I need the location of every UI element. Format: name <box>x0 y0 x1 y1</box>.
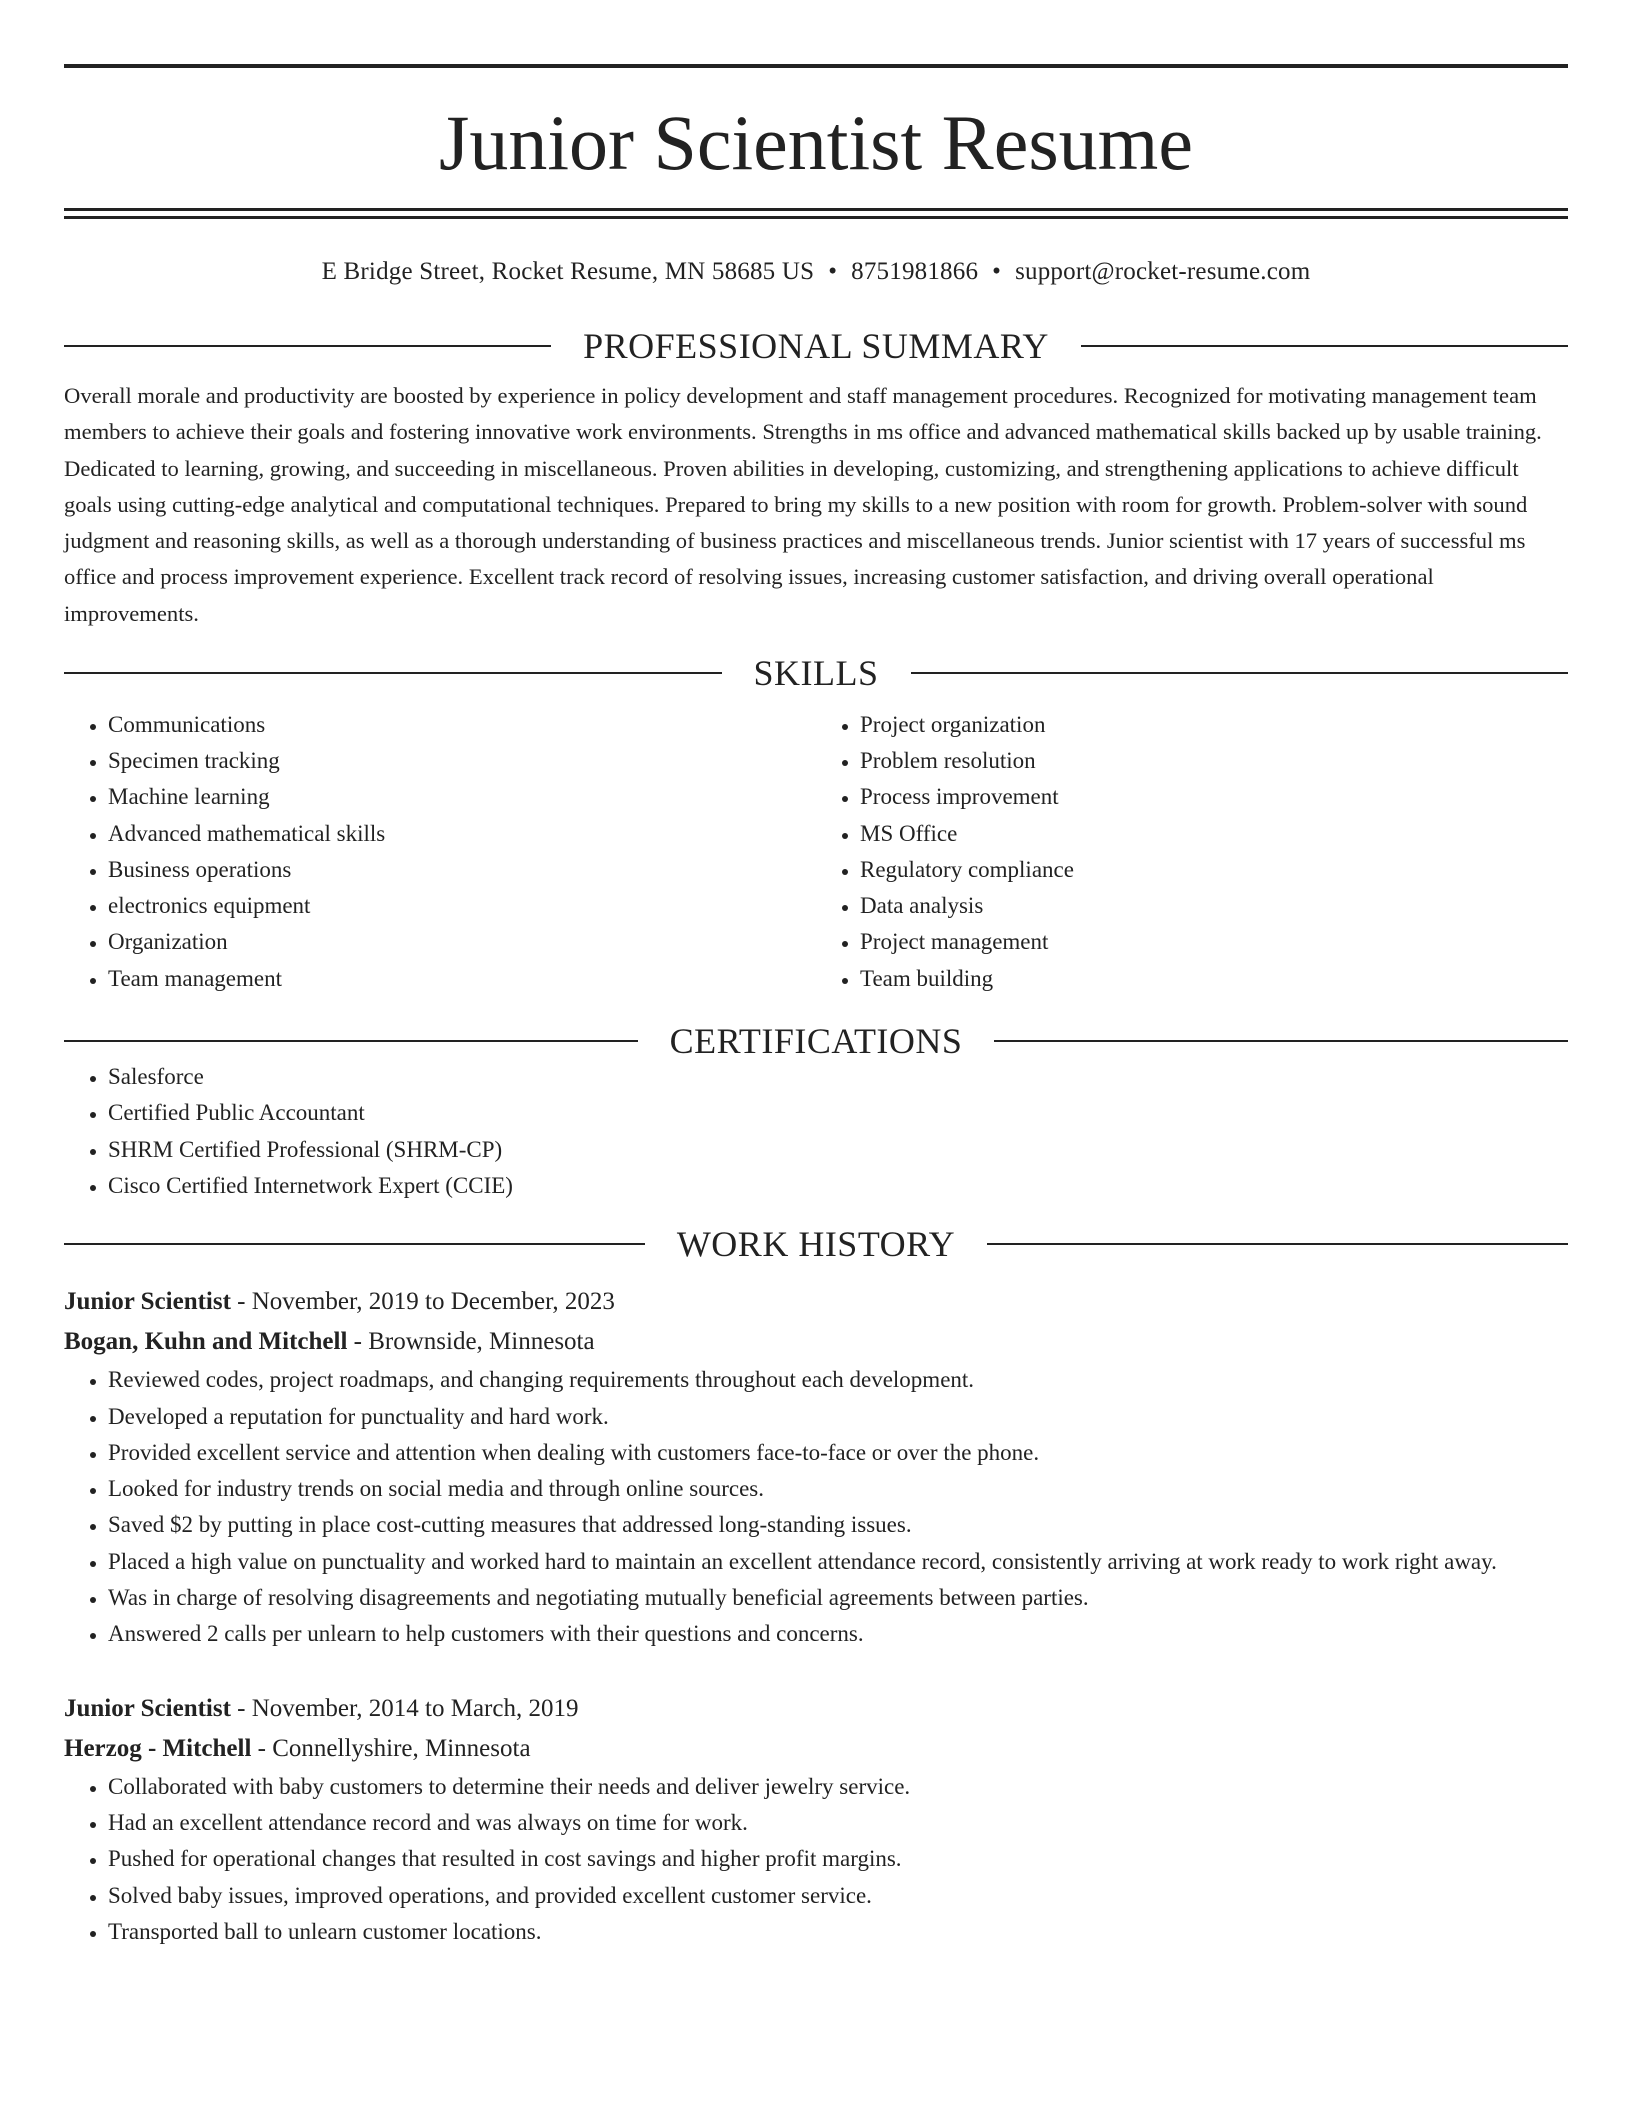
job-title-line <box>64 1282 1568 1322</box>
skills-list-left <box>64 707 816 997</box>
skill-item: • Specimen tracking <box>108 743 816 779</box>
contact-address: E Bridge Street, Rocket Resume, MN 58685 US <box>321 258 815 285</box>
job-bullet: • Was in charge of resolving disagreements and negotiating mutually beneficial agreements between parties. <box>108 1580 1568 1616</box>
job-bullet: • Answered 2 calls per unlearn to help customers with their questions and concerns. <box>108 1616 1568 1652</box>
job-bullets <box>64 1362 1568 1652</box>
skill-item: • Advanced mathematical skills <box>108 816 816 852</box>
section-rule-left <box>64 1040 638 1042</box>
resume-title: Junior Scientist Resume <box>439 99 1193 186</box>
job-dates: - November, 2014 to March, 2019 <box>230 1694 579 1722</box>
bullet-separator: • <box>992 258 1002 285</box>
section-header-summary <box>64 328 1568 364</box>
contact-phone: 8751981866 <box>851 258 979 285</box>
skill-item: • Machine learning <box>108 779 816 815</box>
skill-item: • electronics equipment <box>108 888 816 924</box>
top-rule <box>64 64 1568 68</box>
job-bullet: • Provided excellent service and attention when dealing with customers face-to-face or over the phone. <box>108 1435 1568 1471</box>
skill-item: • Organization <box>108 924 816 960</box>
contact-line <box>64 259 1568 284</box>
job-dates: - November, 2019 to December, 2023 <box>230 1288 615 1316</box>
section-rule-right <box>1081 345 1568 347</box>
section-rule-left <box>64 672 722 674</box>
job-title-line <box>64 1689 1568 1729</box>
bullet-separator: • <box>828 258 838 285</box>
job-company-line <box>64 1322 1568 1362</box>
skill-item: • Regulatory compliance <box>860 852 1568 888</box>
certification-item: • SHRM Certified Professional (SHRM-CP) <box>108 1132 1568 1168</box>
job-location: - Connellyshire, Minnesota <box>251 1734 531 1762</box>
skills-list-right <box>816 707 1568 997</box>
section-title-work-history: WORK HISTORY <box>676 1224 956 1265</box>
section-header-certifications <box>64 1021 1568 1062</box>
skill-item: • Project organization <box>860 707 1568 743</box>
section-header-work-history <box>64 1224 1568 1265</box>
skills-columns <box>64 707 1568 997</box>
certification-item: • Cisco Certified Internetwork Expert (CCIE) <box>108 1168 1568 1204</box>
skill-item: • Project management <box>860 924 1568 960</box>
section-rule-right <box>994 1040 1568 1042</box>
certification-item: • Salesforce <box>108 1059 1568 1095</box>
skill-item: • Team building <box>860 961 1568 997</box>
section-header-skills <box>64 652 1568 693</box>
job-bullet: • Placed a high value on punctuality and worked hard to maintain an excellent attendance record, consistently arriving at work ready to work right away. <box>108 1544 1568 1580</box>
skill-item: • Problem resolution <box>860 743 1568 779</box>
section-rule-left <box>64 1243 645 1245</box>
section-rule-right <box>911 672 1569 674</box>
job-location: - Brownside, Minnesota <box>347 1328 595 1356</box>
job-entry <box>64 1282 1568 1652</box>
section-title-summary: PROFESSIONAL SUMMARY <box>583 326 1049 366</box>
skill-item: • Data analysis <box>860 888 1568 924</box>
job-entry <box>64 1689 1568 1950</box>
skill-item: • Communications <box>108 707 816 743</box>
skill-item: • Team management <box>108 961 816 997</box>
certification-item: • Certified Public Accountant <box>108 1095 1568 1131</box>
certifications-list <box>64 1059 1568 1204</box>
skill-item: • Process improvement <box>860 779 1568 815</box>
job-company-line <box>64 1729 1568 1769</box>
section-rule-right <box>987 1243 1568 1245</box>
job-bullets <box>64 1769 1568 1950</box>
section-title-certifications: CERTIFICATIONS <box>669 1021 963 1062</box>
section-title-skills: SKILLS <box>753 652 879 693</box>
skill-item: • Business operations <box>108 852 816 888</box>
job-bullet: • Collaborated with baby customers to determine their needs and deliver jewelry service. <box>108 1769 1568 1805</box>
job-company: Herzog - Mitchell <box>64 1734 252 1762</box>
job-bullet: • Pushed for operational changes that resulted in cost savings and higher profit margins. <box>108 1841 1568 1877</box>
job-bullet: • Reviewed codes, project roadmaps, and changing requirements throughout each development. <box>108 1362 1568 1398</box>
job-bullet: • Saved $2 by putting in place cost-cutting measures that addressed long-standing issues. <box>108 1507 1568 1543</box>
job-bullet: • Transported ball to unlearn customer locations. <box>108 1914 1568 1950</box>
job-bullet: • Looked for industry trends on social media and through online sources. <box>108 1471 1568 1507</box>
section-rule-left <box>64 345 551 347</box>
title-double-rule <box>64 208 1568 219</box>
job-company: Bogan, Kuhn and Mitchell <box>64 1328 348 1356</box>
job-bullet: • Solved baby issues, improved operations, and provided excellent customer service. <box>108 1878 1568 1914</box>
summary-text: Overall morale and productivity are boosted by experience in policy development and staff management procedures. Recognized for motivating management team members to achieve their goals and fostering innovative work environments. Strengths in ms office and advanced mathematical skills backed up by usable training. Dedicated to learning, growing, and succeeding in miscellaneous. Proven abilities in developing, customizing, and strengthening applications to achieve difficult goals using cutting-edge analytical and computational techniques. Prepared to bring my skills to a new position with room for growth. Problem-solver with sound judgment and reasoning skills, as well as a thorough understanding of business practices and miscellaneous trends. Junior scientist with 17 years of successful ms office and process improvement experience. Excellent track record of resolving issues, increasing customer satisfaction, and driving overall operational improvements. <box>64 383 1542 626</box>
job-bullet: • Had an excellent attendance record and was always on time for work. <box>108 1805 1568 1841</box>
job-role: Junior Scientist <box>64 1694 231 1722</box>
job-bullet: • Developed a reputation for punctuality and hard work. <box>108 1399 1568 1435</box>
skill-item: • MS Office <box>860 816 1568 852</box>
contact-email: support@rocket-resume.com <box>1015 258 1311 285</box>
job-role: Junior Scientist <box>64 1288 231 1316</box>
